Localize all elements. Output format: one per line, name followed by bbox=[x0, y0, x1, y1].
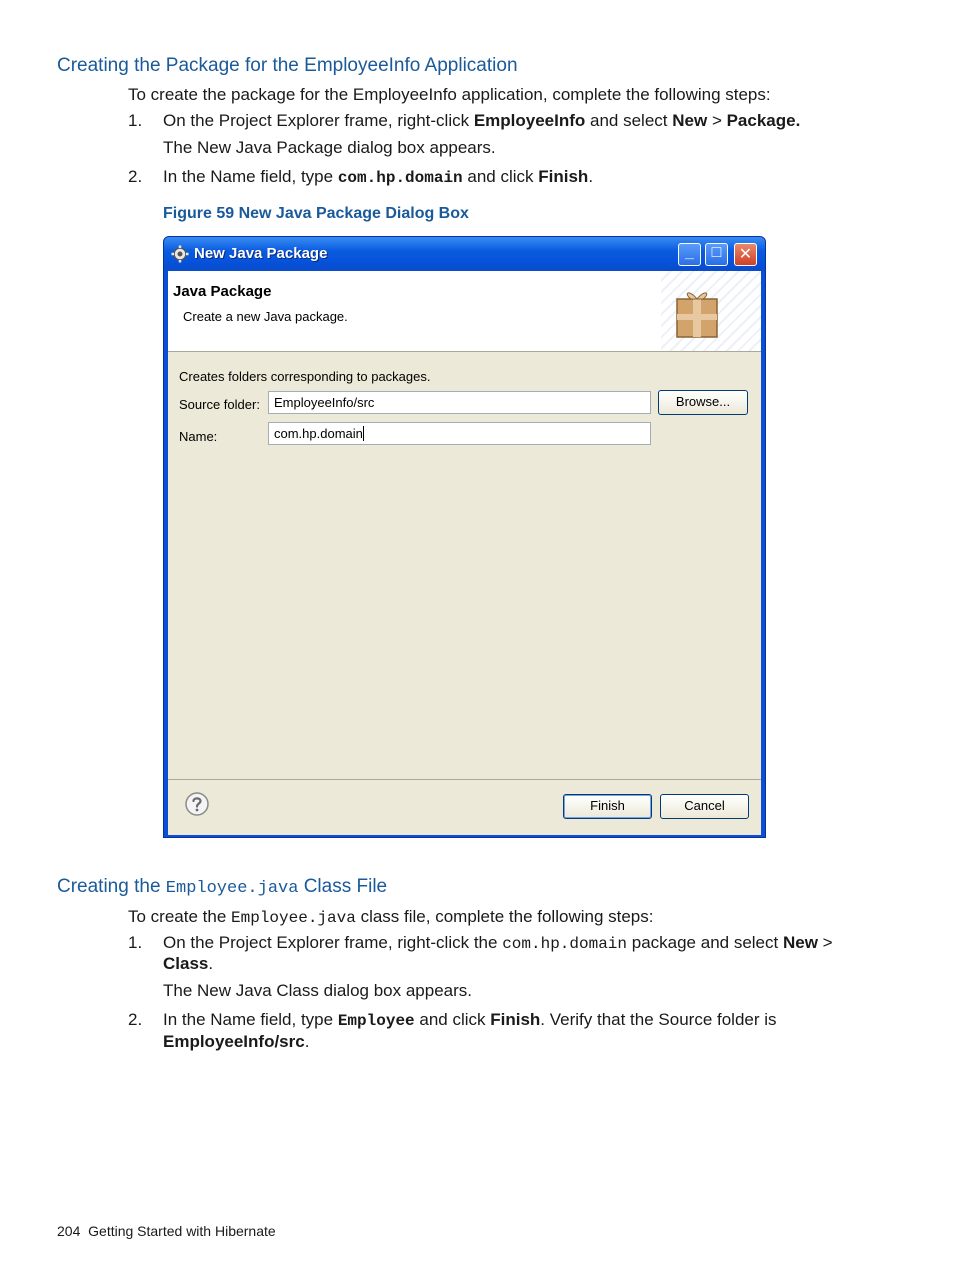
s2-step2-number: 2. bbox=[128, 1010, 143, 1029]
s2-step1-result: The New Java Class dialog box appears. bbox=[163, 981, 472, 1000]
name-input[interactable]: com.hp.domain bbox=[268, 422, 651, 445]
cancel-button[interactable]: Cancel bbox=[660, 794, 749, 819]
page-number: 204 bbox=[57, 1223, 81, 1239]
step1-number: 1. bbox=[128, 111, 143, 130]
step2-number: 2. bbox=[128, 167, 143, 186]
s2-step1-text: On the Project Explorer frame, right-click the com.hp.domain package and select New > bbox=[163, 933, 833, 953]
banner-title: Java Package bbox=[173, 283, 272, 300]
section1-intro: To create the package for the EmployeeInfo application, complete the following steps: bbox=[128, 85, 771, 104]
step1-text: On the Project Explorer frame, right-click EmployeeInfo and select New > Package. bbox=[163, 111, 801, 130]
source-folder-input[interactable]: EmployeeInfo/src bbox=[268, 391, 651, 414]
dialog-titlebar[interactable] bbox=[164, 237, 765, 271]
new-java-package-dialog bbox=[163, 236, 766, 838]
s2-step1-number: 1. bbox=[128, 933, 143, 952]
figure-caption: Figure 59 New Java Package Dialog Box bbox=[163, 205, 469, 222]
close-button[interactable]: ✕ bbox=[734, 243, 757, 266]
s2-step2-text-cont: EmployeeInfo/src. bbox=[163, 1032, 310, 1051]
section-heading-package: Creating the Package for the EmployeeInfo Application bbox=[57, 55, 518, 76]
s2-step1-text-cont: Class. bbox=[163, 954, 214, 973]
package-icon bbox=[673, 285, 721, 341]
maximize-button[interactable]: □ bbox=[705, 243, 728, 266]
step2-text: In the Name field, type com.hp.domain and click Finish. bbox=[163, 167, 594, 187]
dialog-client-area bbox=[168, 271, 761, 835]
dialog-title: New Java Package bbox=[194, 245, 328, 262]
section2-intro: To create the Employee.java class file, complete the following steps: bbox=[128, 907, 654, 927]
step1-result: The New Java Package dialog box appears. bbox=[163, 138, 496, 157]
section-heading-class-file: Creating the Employee.java Class File bbox=[57, 876, 388, 898]
minimize-button[interactable]: _ bbox=[678, 243, 701, 266]
help-icon[interactable] bbox=[184, 791, 210, 817]
banner-subtitle: Create a new Java package. bbox=[183, 309, 348, 324]
browse-button[interactable]: Browse... bbox=[658, 390, 748, 415]
s2-step2-text: In the Name field, type Employee and click Finish. Verify that the Source folder is bbox=[163, 1010, 777, 1030]
footer-title: Getting Started with Hibernate bbox=[88, 1223, 276, 1239]
gear-icon bbox=[171, 245, 189, 263]
page-footer bbox=[57, 1223, 276, 1239]
wizard-banner bbox=[168, 271, 761, 352]
finish-button[interactable]: Finish bbox=[563, 794, 652, 819]
name-label: Name: bbox=[179, 429, 218, 444]
description-label: Creates folders corresponding to packages. bbox=[179, 369, 431, 384]
source-folder-label: Source folder: bbox=[179, 397, 260, 412]
